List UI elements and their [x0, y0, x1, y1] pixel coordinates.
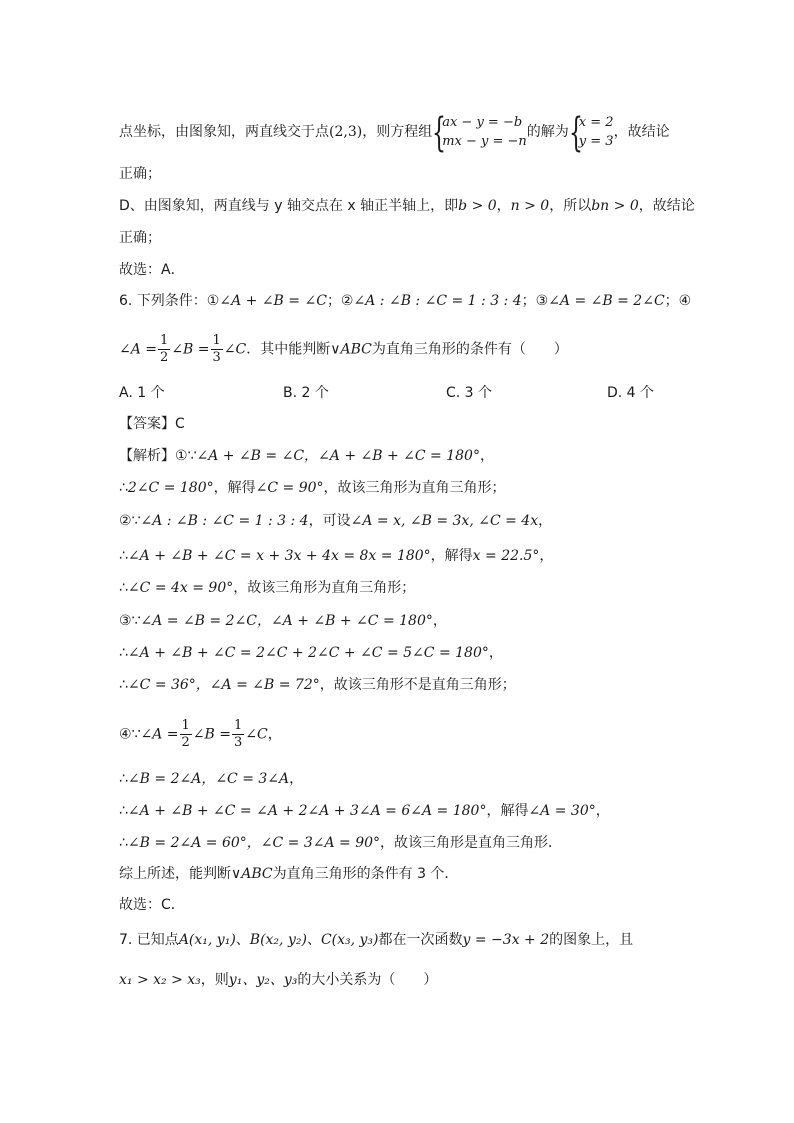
math: ∠A + ∠B = ∠C，∠A + ∠B + ∠C = 180° — [196, 448, 480, 464]
math: ∠B = 2∠A，∠C = 3∠A — [127, 771, 290, 787]
text: ，故该三角形是直角三角形． — [380, 835, 563, 851]
text: 1 — [160, 333, 169, 348]
math: ∠C — [223, 341, 247, 358]
text: 2 — [160, 350, 169, 365]
text: ， — [496, 198, 511, 214]
math: ∠A = — [119, 341, 158, 358]
text: 1 — [212, 333, 221, 348]
text: 为直角三角形的条件有 3 个． — [272, 866, 459, 882]
question-7-stem — [119, 930, 633, 950]
question-7-stem — [119, 970, 437, 990]
text: ， — [538, 513, 553, 529]
math: ∠C — [245, 726, 268, 743]
text-line — [119, 110, 670, 156]
text: ，故该三角形不是直角三角形； — [319, 677, 516, 693]
math: ∠A = — [140, 726, 179, 743]
question-6-stem — [119, 291, 691, 311]
fraction — [211, 333, 223, 366]
text: 的图象上，且 — [549, 932, 634, 948]
text: ∴ — [119, 771, 128, 787]
text: ∴ — [119, 677, 128, 693]
text-line — [119, 260, 185, 280]
math: x₁ > x₂ > x₃ — [119, 972, 201, 988]
text: ③∵ — [119, 613, 141, 629]
equation: y = 3 — [578, 134, 614, 149]
text: ， — [432, 613, 447, 629]
text: 2 — [181, 735, 190, 750]
text: 3 — [233, 735, 243, 750]
option-c: C. 3 个 — [446, 385, 493, 401]
text: 为直角三角形的条件有（ ） — [371, 341, 568, 358]
text: 综上所述，能判断 — [119, 866, 231, 882]
math: ∠C = 90° — [255, 480, 324, 496]
solution-line — [119, 801, 610, 821]
math: x = 22.5° — [472, 548, 540, 564]
math: A(x₁, y₁) — [178, 932, 236, 948]
math: ∠A + ∠B + ∠C = 2∠C + 2∠C + ∠C = 5∠C = 180° — [127, 645, 489, 661]
text: ④∵ — [119, 726, 141, 743]
text: ；③ — [521, 293, 549, 309]
math: ∠A + ∠B + ∠C = ∠A + 2∠A + 3∠A = 6∠A = 180° — [127, 803, 487, 819]
text: ∴ — [119, 548, 128, 564]
text: ， — [595, 803, 610, 819]
text: ，解得 — [486, 803, 529, 819]
option-a: A. 1 个 — [119, 385, 165, 401]
math: ∠A = ∠B = 2∠C — [548, 293, 665, 309]
text: ，解得 — [430, 548, 473, 564]
text: ， — [479, 448, 494, 464]
text: ，则方程组 — [362, 124, 433, 140]
math: ∠C = 36°，∠A = ∠B = 72° — [127, 677, 320, 693]
option-d: D. 4 个 — [607, 385, 655, 401]
solution-line — [119, 578, 415, 598]
solution-line — [119, 611, 447, 631]
math: 2∠C = 180° — [127, 480, 214, 496]
selection-line — [119, 895, 185, 915]
solution-line — [119, 675, 516, 695]
text: ，解得 — [213, 480, 256, 496]
math: y₁、y₂、y₃ — [228, 972, 298, 988]
text: 、 — [235, 932, 250, 948]
text: ∴ — [119, 835, 128, 851]
text: ∴ — [119, 645, 128, 661]
math: bn > 0 — [591, 198, 639, 214]
summary-line — [119, 864, 458, 884]
text: ， — [539, 548, 554, 564]
question-6-stem — [119, 333, 568, 366]
text: ②∵ — [119, 513, 141, 529]
fraction — [158, 333, 170, 366]
math: ∨ABC — [330, 341, 372, 358]
fraction — [232, 718, 244, 751]
text: ∴ — [119, 803, 128, 819]
math: ∠A = 30° — [528, 803, 596, 819]
text: 【答案】C — [119, 416, 185, 432]
text: 【解析】①∵ — [119, 448, 197, 464]
math: ∠C = 4x = 90° — [127, 580, 234, 596]
equation: ax − y = −b — [442, 115, 523, 130]
text: ；② — [326, 293, 354, 309]
math: B(x₂, y₂) — [249, 932, 307, 948]
math: ∠A : ∠B : ∠C = 1 : 3 : 4 — [140, 513, 309, 529]
solution-line — [119, 643, 503, 663]
math: b > 0 — [458, 198, 497, 214]
solution-line — [119, 478, 506, 498]
text: 都在一次函数 — [378, 932, 463, 948]
option-b: B. 2 个 — [283, 385, 329, 401]
text: D、由图象知，两直线与 y 轴交点在 x 轴正半轴上，即 — [119, 198, 459, 214]
math: ∠A + ∠B + ∠C = x + 3x + 4x = 8x = 180° — [127, 548, 431, 564]
text: 、 — [306, 932, 321, 948]
text-line — [119, 228, 161, 248]
text: 的大小关系为（ ） — [297, 972, 438, 988]
answer — [119, 414, 185, 434]
text: ， — [289, 771, 304, 787]
solution-line — [119, 833, 562, 853]
text: ，故结论 — [638, 198, 695, 214]
text: ，可设 — [308, 513, 351, 529]
solution-line — [119, 769, 303, 789]
math: ∠B = — [192, 726, 231, 743]
text: 故选：C． — [119, 897, 185, 913]
text: 1 — [233, 718, 243, 733]
text: ，故该三角形为直角三角形； — [233, 580, 416, 596]
solution-line — [119, 511, 552, 531]
math: ∠B = 2∠A = 60°，∠C = 3∠A = 90° — [127, 835, 381, 851]
text: 7. 已知点 — [119, 932, 179, 948]
brace-icon: { — [432, 110, 447, 156]
fraction — [180, 718, 192, 751]
text: ， — [267, 726, 282, 743]
math: (2,3) — [329, 124, 363, 140]
math: ∠A : ∠B : ∠C = 1 : 3 : 4 — [353, 293, 522, 309]
math: ∠A + ∠B = ∠C — [219, 293, 327, 309]
text: ， — [488, 645, 503, 661]
text: ，所以 — [549, 198, 592, 214]
text: ，故结论 — [613, 124, 670, 140]
equation: mx − y = −n — [442, 134, 527, 149]
equation: x = 2 — [578, 115, 614, 130]
math: ∠A = ∠B = 2∠C，∠A + ∠B + ∠C = 180° — [140, 613, 433, 629]
math: C(x₃, y₃) — [320, 932, 379, 948]
math: ∠A = x, ∠B = 3x, ∠C = 4x — [350, 513, 539, 529]
solution-line — [119, 446, 494, 466]
brace-icon: { — [568, 110, 583, 156]
equation-system — [432, 110, 527, 156]
solution-line — [119, 718, 282, 751]
text: ．其中能判断 — [246, 341, 331, 358]
text: 正确； — [119, 166, 161, 182]
math: ∠B = — [171, 341, 210, 358]
solution-system — [568, 110, 614, 156]
math: n > 0 — [510, 198, 550, 214]
text: ∴ — [119, 580, 128, 596]
text: ，则 — [200, 972, 229, 988]
text: 正确； — [119, 230, 161, 246]
text: ∴ — [119, 480, 128, 496]
text: 故选：A． — [119, 262, 185, 278]
text: 6. 下列条件：① — [119, 293, 220, 309]
text: 1 — [181, 718, 190, 733]
text-line — [119, 196, 695, 216]
text: 点坐标，由图象知，两直线交于点 — [119, 124, 329, 140]
solution-line — [119, 546, 553, 566]
text: ；④ — [664, 293, 692, 309]
math: y = −3x + 2 — [462, 932, 550, 948]
text-line — [119, 164, 161, 184]
text: ，故该三角形为直角三角形； — [323, 480, 506, 496]
text: 3 — [212, 350, 221, 365]
math: ∨ABC — [231, 866, 273, 882]
text: 的解为 — [526, 124, 569, 140]
